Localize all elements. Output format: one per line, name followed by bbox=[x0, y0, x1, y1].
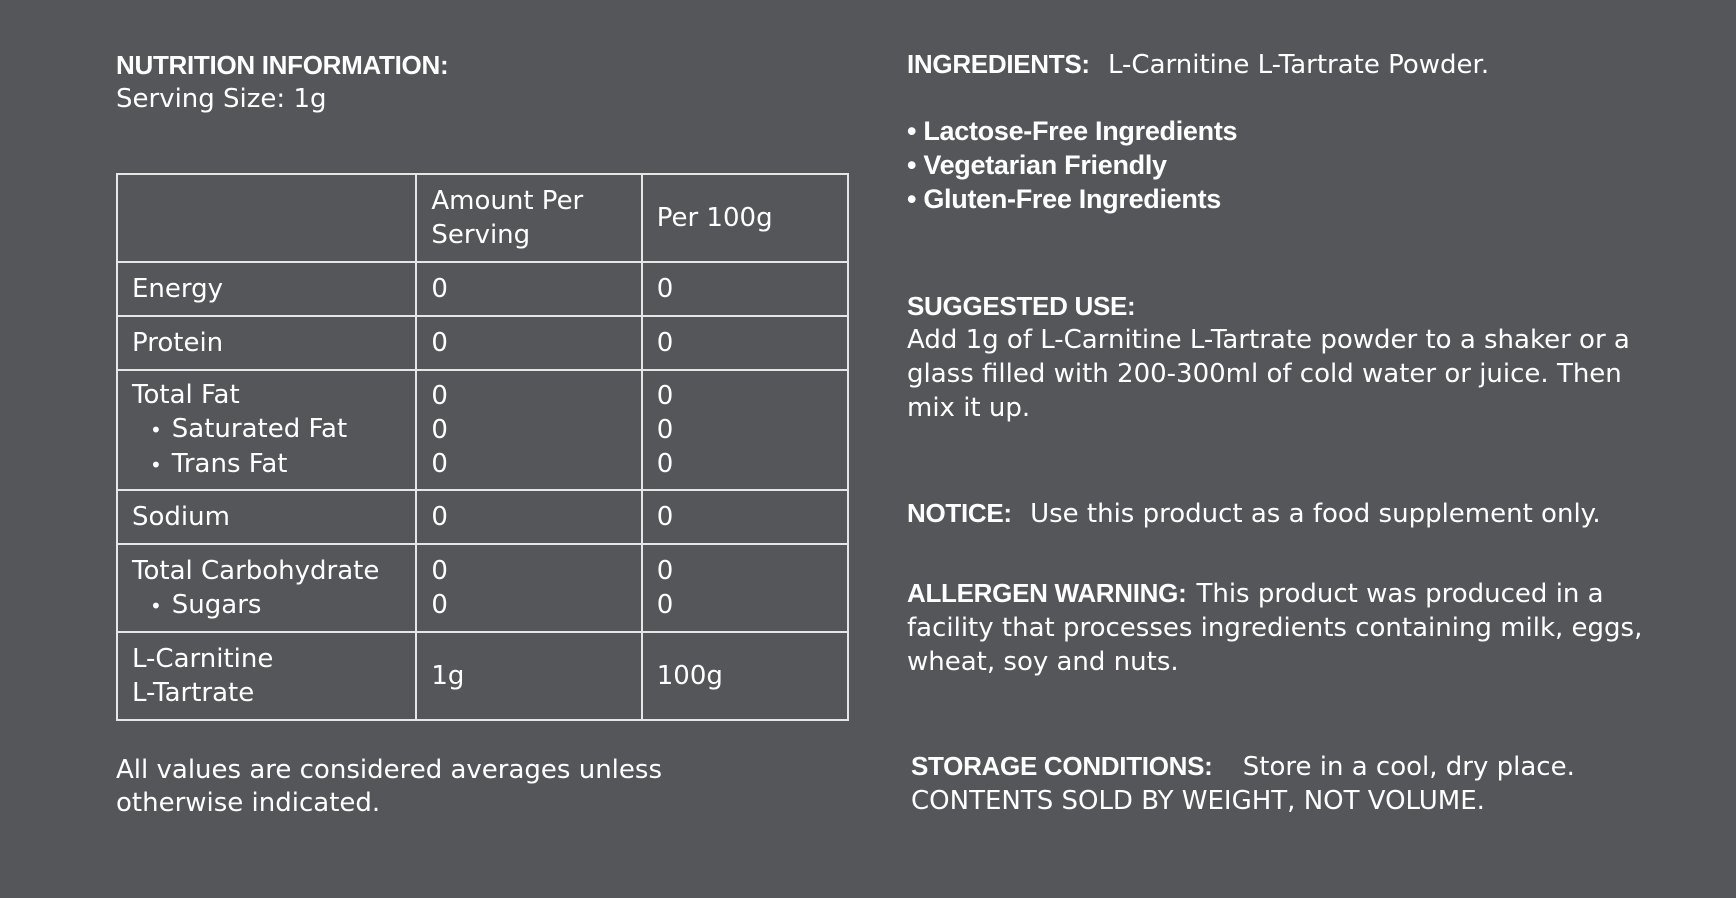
ingredients-text: L-Carnitine L-Tartrate Powder. bbox=[1108, 50, 1490, 80]
table-row bbox=[117, 490, 848, 544]
per-serving-value: 0 bbox=[416, 490, 641, 544]
ingredients-block bbox=[907, 47, 1697, 82]
suggested-use-text: Add 1g of L-Carnitine L-Tartrate powder to a shaker or a glass filled with 200-300ml of cold water or juice. Then mix it up. bbox=[907, 325, 1630, 423]
per-100g-cell bbox=[642, 544, 848, 632]
per-serving-value: 1g bbox=[416, 632, 641, 720]
notice-block bbox=[907, 496, 1697, 531]
allergen-label: ALLERGEN WARNING: bbox=[907, 578, 1187, 608]
per-serving-value: 0 bbox=[416, 316, 641, 370]
nutrient-name: Total Carbohydrate bbox=[132, 555, 380, 586]
notice-text: Use this product as a food supplement only. bbox=[1030, 499, 1601, 529]
nutrient-name-cell bbox=[117, 370, 416, 490]
header-cell-blank bbox=[117, 174, 416, 262]
suggested-use-block bbox=[907, 289, 1677, 425]
per-serving-value: 0 bbox=[431, 590, 448, 620]
per-100g-value: 0 bbox=[642, 490, 848, 544]
per-serving-value: 0 bbox=[431, 449, 448, 479]
per-100g-cell bbox=[642, 370, 848, 490]
notice-label: NOTICE: bbox=[907, 498, 1012, 528]
list-item: • Vegetarian Friendly bbox=[907, 150, 1167, 180]
nutrient-name: Energy bbox=[117, 262, 416, 316]
per-serving-value: 0 bbox=[431, 415, 448, 445]
per-100g-value: 0 bbox=[656, 556, 674, 586]
allergen-text: This product was produced in a facility that processes ingredients containing milk, eggs, wheat, soy and nuts. bbox=[907, 579, 1643, 677]
list-item: • Gluten-Free Ingredients bbox=[907, 184, 1221, 214]
sub-nutrient-name: • Saturated Fat bbox=[132, 412, 401, 447]
storage-note: CONTENTS SOLD BY WEIGHT, NOT VOLUME. bbox=[911, 786, 1485, 816]
per-100g-value: 0 bbox=[642, 316, 848, 370]
serving-size: Serving Size: 1g bbox=[116, 84, 327, 114]
header-cell-per-serving: Amount Per Serving bbox=[416, 174, 641, 262]
ingredients-label: INGREDIENTS: bbox=[907, 49, 1090, 79]
table-row bbox=[117, 316, 848, 370]
table-row bbox=[117, 544, 848, 632]
suggested-use-label: SUGGESTED USE: bbox=[907, 291, 1136, 321]
footnote: All values are considered averages unless otherwise indicated. bbox=[116, 755, 662, 818]
list-item: • Lactose-Free Ingredients bbox=[907, 116, 1238, 146]
feature-list bbox=[907, 114, 1697, 216]
table-row bbox=[117, 262, 848, 316]
storage-block bbox=[911, 749, 1701, 818]
per-100g-value: 0 bbox=[656, 449, 674, 479]
nutrient-name: Sodium bbox=[117, 490, 416, 544]
per-100g-value: 0 bbox=[642, 262, 848, 316]
nutrition-panel bbox=[116, 48, 856, 116]
per-100g-value: 0 bbox=[656, 415, 674, 445]
per-serving-cell bbox=[416, 544, 641, 632]
nutrient-name: Total Fat bbox=[132, 380, 240, 410]
per-100g-value: 100g bbox=[642, 632, 848, 720]
nutrient-name-cell bbox=[117, 544, 416, 632]
per-100g-value: 0 bbox=[656, 590, 674, 620]
nutrient-name-cell bbox=[117, 632, 416, 720]
table-row bbox=[117, 370, 848, 490]
nutrient-name: L-Carnitine bbox=[132, 644, 274, 674]
nutrient-name: L-Tartrate bbox=[132, 678, 255, 708]
sub-nutrient-name: • Trans Fat bbox=[132, 447, 401, 482]
sub-nutrient-name: • Sugars bbox=[132, 588, 401, 623]
per-serving-value: 0 bbox=[431, 381, 448, 411]
nutrient-name: Protein bbox=[117, 316, 416, 370]
storage-label: STORAGE CONDITIONS: bbox=[911, 751, 1213, 781]
per-100g-value: 0 bbox=[656, 381, 674, 411]
table-header-row bbox=[117, 174, 848, 262]
header-cell-per-100g: Per 100g bbox=[642, 174, 848, 262]
nutrition-heading: NUTRITION INFORMATION: bbox=[116, 50, 449, 80]
per-serving-value: 0 bbox=[431, 556, 448, 586]
per-serving-value: 0 bbox=[416, 262, 641, 316]
allergen-block bbox=[907, 576, 1647, 679]
nutrition-table bbox=[116, 173, 849, 721]
per-serving-cell bbox=[416, 370, 641, 490]
table-row bbox=[117, 632, 848, 720]
storage-text: Store in a cool, dry place. bbox=[1242, 752, 1575, 782]
